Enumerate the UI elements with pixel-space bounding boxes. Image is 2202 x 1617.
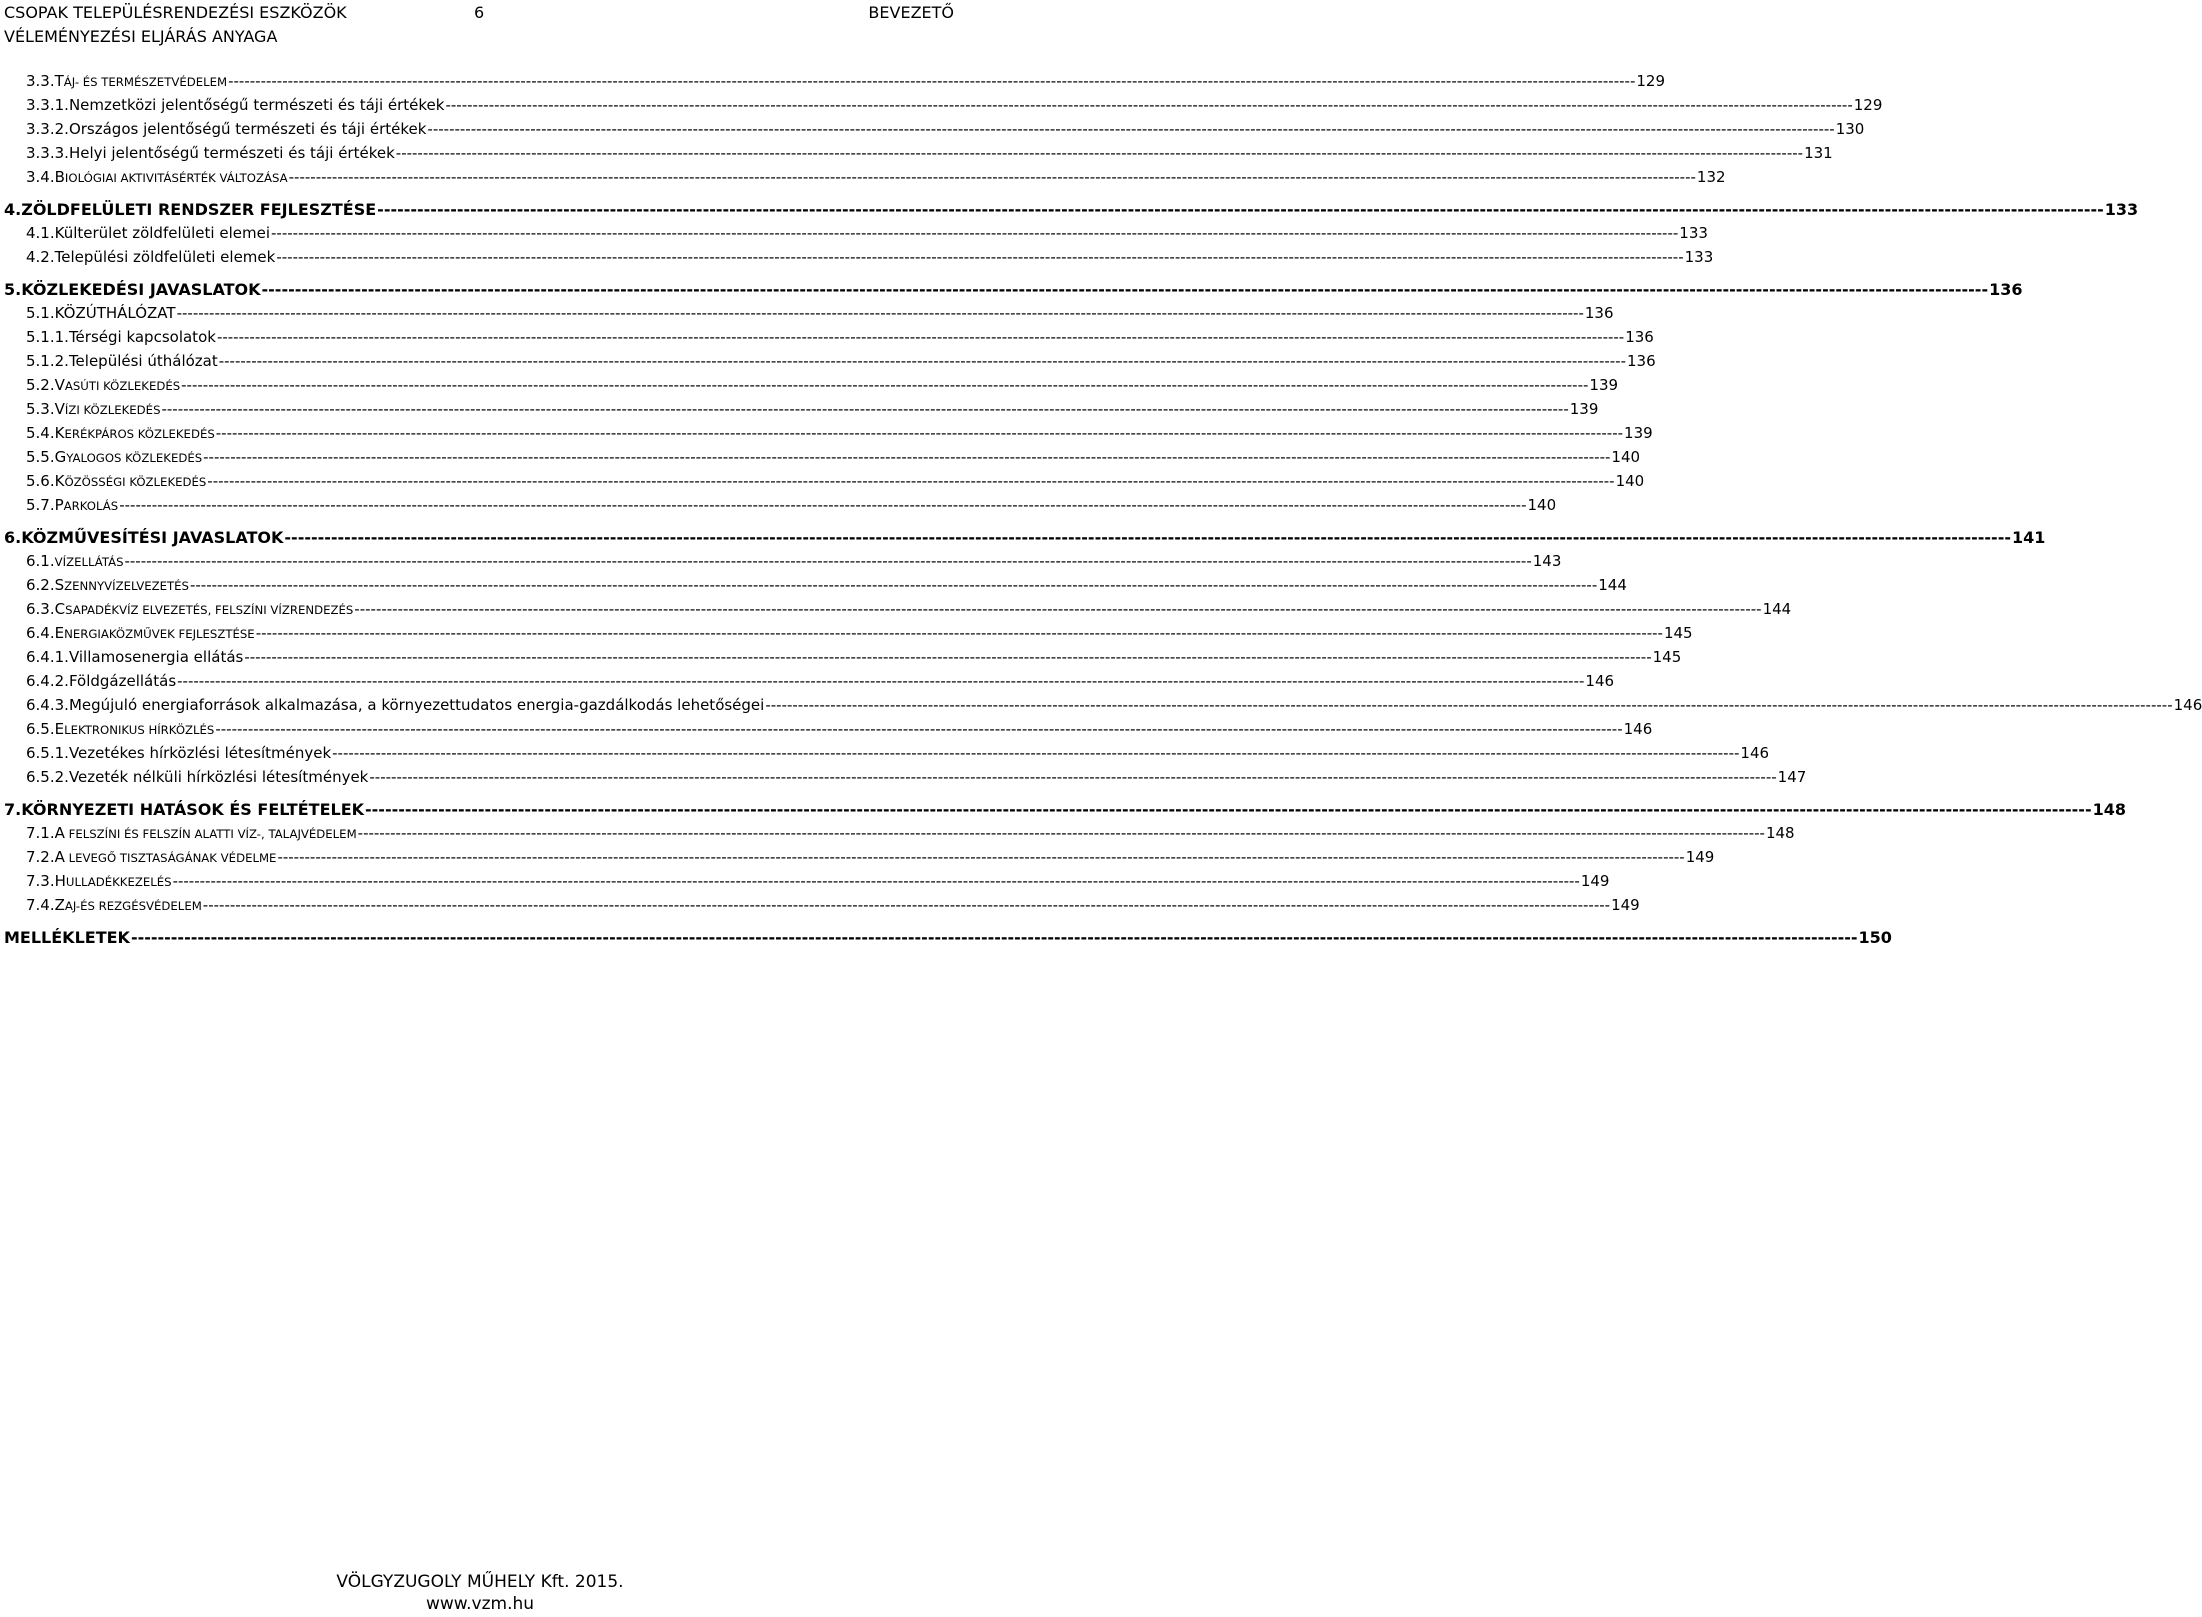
toc-entry-page-number: 136 [1584,304,1614,322]
toc-entry-page-number: 136 [1989,280,2023,299]
toc-entry-page-number: 143 [1532,552,1562,570]
toc-leader-dashes: -------------------------------------------------------------------------------------------------------------------------------------------------------------------------------------------------------------------------------------------------------------------- [369,768,1777,786]
toc-entry-title-rest: VÍZELLÁTÁS [54,555,124,569]
toc-entry-title-rest: ARKOLÁS [63,499,119,513]
toc-entry-title: Térségi kapcsolatok [68,328,216,346]
toc-entry-number: 5.1.2. [26,352,69,370]
toc-leader-dashes: -------------------------------------------------------------------------------------------------------------------------------------------------------------------------------------------------------------------------------------------------------------------- [177,672,1585,690]
toc-entry-title: Villamosenergia ellátás [68,648,244,666]
toc-entry-number: 7.3. [26,872,55,890]
toc-entry-title-rest: NERGIAKÖZMŰVEK FEJLESZTÉSE [64,627,255,641]
toc-entry-title-rest: LEKTRONIKUS HÍRKÖZLÉS [64,723,215,737]
toc-entry-title [55,72,227,90]
toc-entry[interactable] [26,224,1708,242]
toc-entry[interactable] [26,304,1614,322]
toc-entry-page-number: 146 [1585,672,1615,690]
toc-leader-dashes: -------------------------------------------------------------------------------------------------------------------------------------------------------------------------------------------------------------------------------------------------------------------- [332,744,1740,762]
toc-leader-dashes: -------------------------------------------------------------------------------------------------------------------------------------------------------------------------------------------------------------------------------------------------------------------- [284,528,2011,547]
toc-entry-number: 6. [4,528,22,547]
toc-entry[interactable] [4,928,1892,947]
toc-leader-dashes: -------------------------------------------------------------------------------------------------------------------------------------------------------------------------------------------------------------------------------------------------------------------- [244,648,1652,666]
toc-entry-title-rest: ERÉKPÁROS KÖZLEKEDÉS [64,427,215,441]
toc-entry[interactable] [26,624,1693,642]
toc-entry-number: 3.3.2. [26,120,69,138]
toc-entry-title-rest: YALOGOS KÖZLEKEDÉS [66,451,203,465]
toc-leader-dashes: -------------------------------------------------------------------------------------------------------------------------------------------------------------------------------------------------------------------------------------------------------------------- [181,376,1589,394]
toc-entry-number: 3.3.1. [26,96,69,114]
toc-entry[interactable] [26,400,1599,418]
toc-entry[interactable] [26,72,1666,90]
toc-entry-number: 6.4.3. [26,696,69,714]
toc-entry-title: Települési zöldfelületi elemek [54,248,276,266]
toc-entry-title: ZÖLDFELÜLETI RENDSZER FEJLESZTÉSE [21,200,377,219]
toc-entry[interactable] [26,352,1656,370]
toc-entry-number: 6.1. [26,552,55,570]
toc-entry-title [55,872,172,890]
toc-entry[interactable] [26,552,1562,570]
toc-entry-page-number: 146 [2173,696,2202,714]
toc-entry-title: Országos jelentőségű természeti és táji értékek [68,120,427,138]
toc-entry-number: 6.5.2. [26,768,69,786]
toc-entry-title-initial: V [54,376,65,394]
toc-leader-dashes: -------------------------------------------------------------------------------------------------------------------------------------------------------------------------------------------------------------------------------------------------------------------- [119,496,1527,514]
footer-website[interactable]: www.vzm.hu [425,1594,535,1614]
toc-entry-title-rest: ULLADÉKKEZELÉS [65,875,172,889]
toc-entry-number: 3.3.3. [26,144,69,162]
toc-entry[interactable] [4,528,2046,547]
toc-entry-title [55,376,181,394]
toc-entry[interactable] [26,648,1682,666]
toc-entry-page-number: 144 [1598,576,1627,594]
toc-entry-title-initial: G [54,448,67,466]
toc-entry-page-number: 130 [1835,120,1865,138]
toc-entry-page-number: 149 [1685,848,1715,866]
toc-entry-title-rest: ÖZÖSSÉGI KÖZLEKEDÉS [64,475,207,489]
toc-entry-title-initial: P [54,496,64,514]
toc-entry-title: Vezeték nélküli hírközlési létesítmények [68,768,369,786]
toc-entry-page-number: 139 [1624,424,1653,442]
toc-leader-dashes: -------------------------------------------------------------------------------------------------------------------------------------------------------------------------------------------------------------------------------------------------------------------- [765,696,2173,714]
toc-entry[interactable] [26,824,1795,842]
toc-entry-page-number: 140 [1611,448,1641,466]
toc-entry-number: 3.4. [26,168,55,186]
toc-entry-title [55,824,357,842]
toc-entry-title: KÖZÚTHÁLÓZAT [54,304,176,322]
toc-entry-page-number: 149 [1611,896,1640,914]
toc-entry-title [55,848,277,866]
toc-leader-dashes: -------------------------------------------------------------------------------------------------------------------------------------------------------------------------------------------------------------------------------------------------------------------- [261,280,1989,299]
toc-entry[interactable] [26,168,1726,186]
toc-entry-number: 5.1. [26,304,55,322]
toc-entry-title-initial: E [54,720,65,738]
toc-entry-title: KÖZMŰVESÍTÉSI JAVASLATOK [21,528,284,547]
toc-leader-dashes: -------------------------------------------------------------------------------------------------------------------------------------------------------------------------------------------------------------------------------------------------------------------- [228,72,1636,90]
toc-entry[interactable] [4,200,2139,219]
toc-entry-number: 5.7. [26,496,55,514]
toc-leader-dashes: -------------------------------------------------------------------------------------------------------------------------------------------------------------------------------------------------------------------------------------------------------------------- [215,720,1623,738]
toc-entry-number: 6.4. [26,624,55,642]
toc-entry-page-number: 136 [1625,328,1654,346]
toc-entry-page-number: 148 [1765,824,1795,842]
toc-entry-title: KÖZLEKEDÉSI JAVASLATOK [21,280,261,299]
toc-entry[interactable] [26,472,1645,490]
toc-entry[interactable] [26,144,1833,162]
toc-entry-number: 4.2. [26,248,55,266]
toc-entry-title: MELLÉKLETEK [4,928,130,947]
toc-entry-number: 5.3. [26,400,55,418]
toc-entry-page-number: 139 [1589,376,1619,394]
toc-entry-number: 5.5. [26,448,55,466]
toc-entry-title [55,896,202,914]
toc-entry-page-number: 145 [1652,648,1682,666]
toc-entry-page-number: 139 [1569,400,1599,418]
toc-entry-page-number: 129 [1636,72,1666,90]
header-document-title: CSOPAK TELEPÜLÉSRENDEZÉSI ESZKÖZÖK [4,3,347,22]
toc-entry-number: 7.2. [26,848,55,866]
toc-entry-title-rest: FELSZÍNI ÉS FELSZÍN ALATTI VÍZ-, TALAJVÉDELEM [64,827,357,841]
toc-entry[interactable] [26,672,1615,690]
toc-leader-dashes: -------------------------------------------------------------------------------------------------------------------------------------------------------------------------------------------------------------------------------------------------------------------- [277,848,1685,866]
toc-entry[interactable] [26,872,1610,890]
toc-entry-page-number: 133 [1684,248,1714,266]
toc-leader-dashes: -------------------------------------------------------------------------------------------------------------------------------------------------------------------------------------------------------------------------------------------------------------------- [357,824,1765,842]
toc-entry-title-rest: ASÚTI KÖZLEKEDÉS [64,379,181,393]
toc-entry-title: KÖRNYEZETI HATÁSOK ÉS FELTÉTELEK [21,800,365,819]
toc-leader-dashes: -------------------------------------------------------------------------------------------------------------------------------------------------------------------------------------------------------------------------------------------------------------------- [427,120,1835,138]
toc-leader-dashes: -------------------------------------------------------------------------------------------------------------------------------------------------------------------------------------------------------------------------------------------------------------------- [172,872,1580,890]
toc-entry-title [55,400,161,418]
toc-entry-title-rest: ÍZI KÖZLEKEDÉS [64,403,161,417]
toc-entry-page-number: 150 [1858,928,1892,947]
toc-leader-dashes: -------------------------------------------------------------------------------------------------------------------------------------------------------------------------------------------------------------------------------------------------------------------- [276,248,1684,266]
toc-leader-dashes: -------------------------------------------------------------------------------------------------------------------------------------------------------------------------------------------------------------------------------------------------------------------- [161,400,1569,418]
toc-entry-title [55,496,119,514]
toc-leader-dashes: -------------------------------------------------------------------------------------------------------------------------------------------------------------------------------------------------------------------------------------------------------------------- [255,624,1663,642]
toc-entry-number: 7.1. [26,824,55,842]
toc-entry[interactable] [26,96,1883,114]
toc-entry-title [55,472,207,490]
toc-entry-title: Megújuló energiaforrások alkalmazása, a környezettudatos energia-gazdálkodás lehetőségei [68,696,765,714]
toc-leader-dashes: -------------------------------------------------------------------------------------------------------------------------------------------------------------------------------------------------------------------------------------------------------------------- [130,928,1858,947]
toc-entry-title: Földgázellátás [68,672,177,690]
toc-entry-page-number: 144 [1762,600,1792,618]
toc-leader-dashes: -------------------------------------------------------------------------------------------------------------------------------------------------------------------------------------------------------------------------------------------------------------------- [395,144,1804,162]
toc-leader-dashes: -------------------------------------------------------------------------------------------------------------------------------------------------------------------------------------------------------------------------------------------------------------------- [215,424,1624,442]
toc-entry-page-number: 133 [1679,224,1708,242]
toc-entry-title: Nemzetközi jelentőségű természeti és táji értékek [68,96,445,114]
toc-entry-number: 7.4. [26,896,55,914]
toc-entry-title: Települési úthálózat [68,352,218,370]
toc-entry-number: 3.3. [26,72,55,90]
toc-entry-page-number: 141 [2011,528,2046,547]
toc-leader-dashes: -------------------------------------------------------------------------------------------------------------------------------------------------------------------------------------------------------------------------------------------------------------------- [365,800,2092,819]
toc-entry-page-number: 146 [1740,744,1770,762]
toc-entry-title-initial: K [54,424,65,442]
toc-entry-number: 6.4.2. [26,672,69,690]
toc-entry-title [55,168,288,186]
toc-leader-dashes: -------------------------------------------------------------------------------------------------------------------------------------------------------------------------------------------------------------------------------------------------------------------- [377,200,2104,219]
toc-entry-page-number: 140 [1615,472,1645,490]
toc-entry[interactable] [26,376,1619,394]
footer-company: VÖLGYZUGOLY MŰHELY Kft. 2015. [336,1572,624,1592]
toc-entry-page-number: 132 [1696,168,1726,186]
toc-leader-dashes: -------------------------------------------------------------------------------------------------------------------------------------------------------------------------------------------------------------------------------------------------------------------- [203,448,1611,466]
toc-entry-number: 4. [4,200,22,219]
toc-entry-title [55,552,124,570]
toc-entry-title-initial: C [54,600,66,618]
toc-leader-dashes: -------------------------------------------------------------------------------------------------------------------------------------------------------------------------------------------------------------------------------------------------------------------- [354,600,1762,618]
toc-entry-title-initial: Z [54,896,65,914]
toc-entry-number: 4.1. [26,224,55,242]
toc-entry-title [55,624,255,642]
toc-entry-title-initial: T [54,72,64,90]
toc-entry-title-rest: LEVEGŐ TISZTASÁGÁNAK VÉDELME [64,851,277,865]
toc-entry-number: 6.4.1. [26,648,69,666]
toc-entry-title-initial: A [54,824,65,842]
toc-leader-dashes: -------------------------------------------------------------------------------------------------------------------------------------------------------------------------------------------------------------------------------------------------------------------- [445,96,1853,114]
toc-entry[interactable] [4,800,2126,819]
toc-entry-number: 6.2. [26,576,55,594]
toc-leader-dashes: -------------------------------------------------------------------------------------------------------------------------------------------------------------------------------------------------------------------------------------------------------------------- [271,224,1679,242]
toc-entry-number: 6.5. [26,720,55,738]
toc-entry-title-initial: A [54,848,65,866]
header-section-name: BEVEZETŐ [868,3,954,22]
toc-entry-number: 6.3. [26,600,55,618]
toc-entry[interactable] [26,600,1792,618]
toc-entry-title: Helyi jelentőségű természeti és táji értékek [68,144,395,162]
toc-entry-title-initial: S [54,576,65,594]
toc-leader-dashes: -------------------------------------------------------------------------------------------------------------------------------------------------------------------------------------------------------------------------------------------------------------------- [218,352,1627,370]
header-page-number: 6 [474,3,485,22]
toc-entry[interactable] [4,280,2023,299]
toc-entry-title-initial: E [54,624,65,642]
toc-entry-page-number: 133 [2104,200,2139,219]
toc-entry-title: Külterület zöldfelületi elemei [54,224,270,242]
toc-entry-number: 5.4. [26,424,55,442]
toc-entry-title-rest: SAPADÉKVÍZ ELVEZETÉS, FELSZÍNI VÍZRENDEZÉS [65,603,354,617]
page-header [0,0,960,60]
toc-entry-number: 6.5.1. [26,744,69,762]
toc-entry-title-initial: V [54,400,65,418]
toc-leader-dashes: -------------------------------------------------------------------------------------------------------------------------------------------------------------------------------------------------------------------------------------------------------------------- [216,328,1625,346]
toc-entry-title [55,720,215,738]
toc-entry[interactable] [26,328,1654,346]
toc-entry-title-rest: AJ-ÉS REZGÉSVÉDELEM [64,899,202,913]
toc-entry-page-number: 147 [1777,768,1807,786]
toc-entry-title [55,448,203,466]
toc-leader-dashes: -------------------------------------------------------------------------------------------------------------------------------------------------------------------------------------------------------------------------------------------------------------------- [288,168,1696,186]
toc-entry-number: 5. [4,280,22,299]
toc-entry[interactable] [26,448,1641,466]
toc-entry[interactable] [26,496,1557,514]
toc-entry-page-number: 146 [1623,720,1653,738]
header-document-subtitle: VÉLEMÉNYEZÉSI ELJÁRÁS ANYAGA [4,27,278,46]
toc-entry-title-initial: H [54,872,66,890]
toc-entry[interactable] [26,248,1714,266]
toc-leader-dashes: -------------------------------------------------------------------------------------------------------------------------------------------------------------------------------------------------------------------------------------------------------------------- [124,552,1532,570]
toc-entry-number: 5.2. [26,376,55,394]
toc-entry[interactable] [26,424,1653,442]
toc-entry[interactable] [26,744,1770,762]
toc-entry-page-number: 140 [1527,496,1557,514]
toc-entry-page-number: 148 [2092,800,2126,819]
toc-leader-dashes: -------------------------------------------------------------------------------------------------------------------------------------------------------------------------------------------------------------------------------------------------------------------- [176,304,1584,322]
toc-entry[interactable] [26,696,2202,714]
toc-entry-title-rest: ZENNYVÍZELVEZETÉS [64,579,189,593]
toc-entry[interactable] [26,896,1640,914]
toc-entry[interactable] [26,848,1715,866]
toc-entry[interactable] [26,720,1653,738]
toc-leader-dashes: -------------------------------------------------------------------------------------------------------------------------------------------------------------------------------------------------------------------------------------------------------------------- [189,576,1598,594]
toc-entry-number: 5.6. [26,472,55,490]
toc-entry-number: 5.1.1. [26,328,69,346]
toc-entry-page-number: 129 [1853,96,1883,114]
toc-entry-title-initial: K [54,472,65,490]
toc-leader-dashes: -------------------------------------------------------------------------------------------------------------------------------------------------------------------------------------------------------------------------------------------------------------------- [207,472,1615,490]
toc-entry[interactable] [26,768,1807,786]
toc-leader-dashes: -------------------------------------------------------------------------------------------------------------------------------------------------------------------------------------------------------------------------------------------------------------------- [202,896,1611,914]
toc-entry-title: Vezetékes hírközlési létesítmények [68,744,332,762]
toc-entry-title-rest: ÁJ- ÉS TERMÉSZETVÉDELEM [63,75,228,89]
toc-entry-title [55,600,354,618]
toc-entry-title [55,576,189,594]
toc-entry[interactable] [26,120,1865,138]
toc-entry[interactable] [26,576,1627,594]
toc-entry-title [55,424,215,442]
toc-entry-page-number: 149 [1580,872,1610,890]
toc-entry-number: 7. [4,800,22,819]
toc-entry-page-number: 145 [1663,624,1693,642]
toc-entry-title-initial: B [54,168,65,186]
toc-entry-page-number: 136 [1627,352,1656,370]
toc-entry-title-rest: IOLÓGIAI AKTIVITÁSÉRTÉK VÁLTOZÁSA [64,171,288,185]
toc-entry-page-number: 131 [1804,144,1833,162]
